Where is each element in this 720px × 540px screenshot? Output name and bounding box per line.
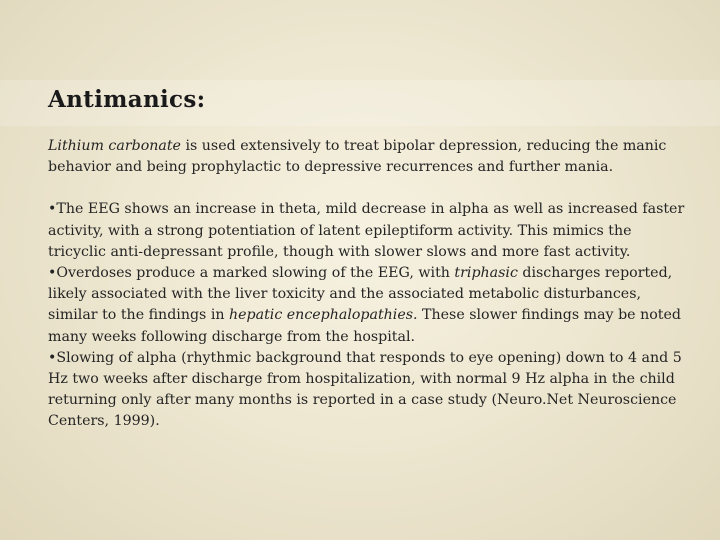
bullet-overdoses xyxy=(48,263,688,348)
intro-paragraph xyxy=(48,136,688,178)
term-triphasic: triphasic xyxy=(454,265,518,282)
term-hepatic-encephalopathies: hepatic encephalopathies. xyxy=(229,307,418,324)
bullet-overdoses-middle: discharges reported, likely associated with the liver toxicity and the associated metabolic disturbances, similar to the findings in xyxy=(48,265,673,324)
intro-term: Lithium carbonate xyxy=(48,138,181,154)
bullet-eeg-profile: •The EEG shows an increase in theta, mild decrease in alpha as well as increased faster activity, with a strong potentiation of latent epileptiform activity. This mimics the tricyclic anti-depressant profile, though with slower slows and more fast activity. xyxy=(48,201,685,260)
bullet-overdoses-before: •Overdoses produce a marked slowing of the EEG, with xyxy=(48,265,455,282)
slide-title: Antimanics: xyxy=(48,86,206,113)
bullet-alpha-slowing: •Slowing of alpha (rhythmic background that responds to eye opening) down to 4 and 5 Hz two weeks after discharge from hospitalization, with normal 9 Hz alpha in the child returning only after many months is reported in a case study (Neuro.Net Neuroscience Centers, 1999). xyxy=(48,349,682,430)
bullet-overdoses-after: These slower findings may be noted many weeks following discharge from the hospital. xyxy=(48,307,681,345)
paragraph-spacer xyxy=(48,178,688,199)
intro-text: is used extensively to treat bipolar depression, reducing the manic behavior and being prophylactic to depressive recurrences and further mania. xyxy=(48,138,667,176)
slide-body xyxy=(48,136,688,433)
